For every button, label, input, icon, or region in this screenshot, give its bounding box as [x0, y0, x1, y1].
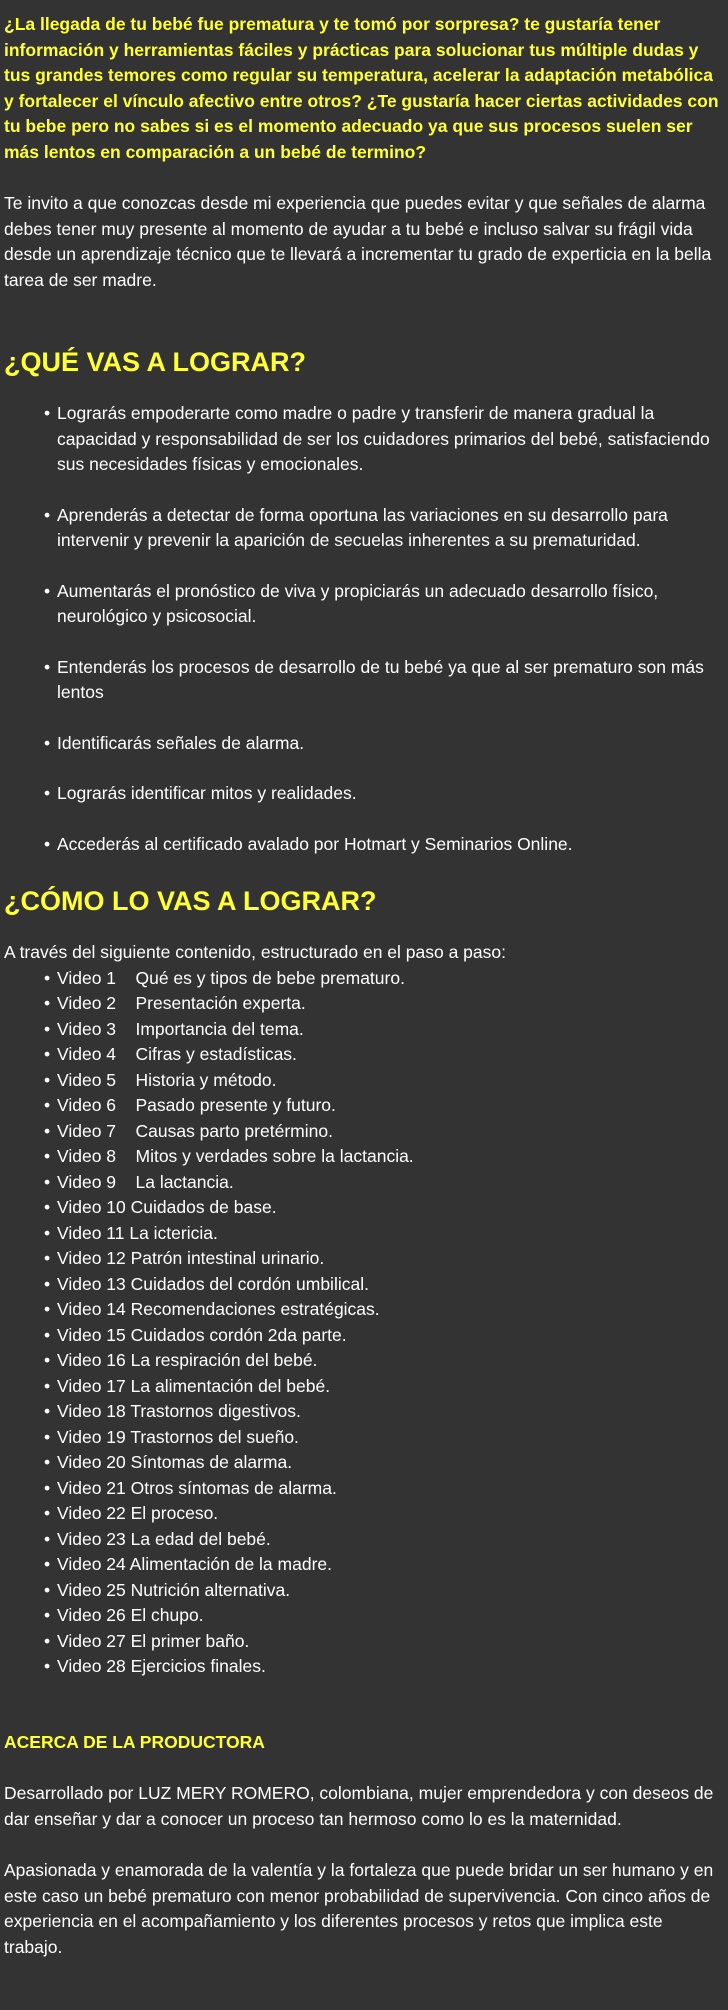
- video-item: • Video 22 El proceso.: [44, 1501, 724, 1527]
- goal-item: • Entenderás los procesos de desarrollo de tu bebé ya que al ser prematuro son más lentos: [44, 655, 724, 706]
- videos-intro: A través del siguiente contenido, estructurado en el paso a paso:: [4, 942, 506, 962]
- video-item: • Video 25 Nutrición alternativa.: [44, 1578, 724, 1604]
- about-paragraph: Apasionada y enamorada de la valentía y la fortaleza que puede bridar un ser humano y en este caso un bebé prematuro con menor probabilidad de supervivencia. Con cinco años de experiencia en el acompañamiento y los diferentes procesos y retos que implica este trabajo.: [4, 1860, 714, 1957]
- goal-item: • Aumentarás el pronóstico de viva y propiciarás un adecuado desarrollo físico, neurológico y psicosocial.: [44, 579, 724, 630]
- video-item: • Video 23 La edad del bebé.: [44, 1527, 724, 1553]
- video-item: • Video 2 Presentación experta.: [44, 991, 724, 1017]
- video-item: • Video 15 Cuidados cordón 2da parte.: [44, 1323, 724, 1349]
- about-heading: ACERCA DE LA PRODUCTORA: [4, 1731, 265, 1752]
- video-item: • Video 16 La respiración del bebé.: [44, 1348, 724, 1374]
- about-paragraph: Desarrollado por LUZ MERY ROMERO, colombiana, mujer emprendedora y con deseos de dar enseñar y dar a conocer un proceso tan hermoso como lo es la maternidad.: [4, 1783, 714, 1829]
- video-item: • Video 27 El primer baño.: [44, 1629, 724, 1655]
- video-item: • Video 12 Patrón intestinal urinario.: [44, 1246, 724, 1272]
- video-item: • Video 13 Cuidados del cordón umbilical.: [44, 1272, 724, 1298]
- video-item: • Video 20 Síntomas de alarma.: [44, 1450, 724, 1476]
- video-item: • Video 24 Alimentación de la madre.: [44, 1552, 724, 1578]
- video-item: • Video 18 Trastornos digestivos.: [44, 1399, 724, 1425]
- video-item: • Video 14 Recomendaciones estratégicas.: [44, 1297, 724, 1323]
- videos-list: [4, 966, 724, 1680]
- goals-heading: ¿QUÉ VAS A LOGRAR?: [4, 347, 306, 377]
- video-item: • Video 7 Causas parto pretérmino.: [44, 1119, 724, 1145]
- video-item: • Video 9 La lactancia.: [44, 1170, 724, 1196]
- goal-item: • Aprenderás a detectar de forma oportuna las variaciones en su desarrollo para intervenir y prevenir la aparición de secuelas inherentes a su prematuridad.: [44, 503, 724, 554]
- video-item: • Video 4 Cifras y estadísticas.: [44, 1042, 724, 1068]
- goal-item: • Accederás al certificado avalado por Hotmart y Seminarios Online.: [44, 832, 724, 858]
- video-item: • Video 17 La alimentación del bebé.: [44, 1374, 724, 1400]
- goal-item: • Lograrás empoderarte como madre o padre y transferir de manera gradual la capacidad y responsabilidad de ser los cuidadores primarios del bebé, satisfaciendo sus necesidades físicas y emocionales.: [44, 401, 724, 478]
- video-item: • Video 8 Mitos y verdades sobre la lactancia.: [44, 1144, 724, 1170]
- video-item: • Video 3 Importancia del tema.: [44, 1017, 724, 1043]
- video-item: • Video 28 Ejercicios finales.: [44, 1654, 724, 1680]
- goal-item: • Lograrás identificar mitos y realidades.: [44, 781, 724, 807]
- goals-list: [4, 401, 724, 857]
- video-item: • Video 21 Otros síntomas de alarma.: [44, 1476, 724, 1502]
- video-item: • Video 5 Historia y método.: [44, 1068, 724, 1094]
- video-item: • Video 11 La ictericia.: [44, 1221, 724, 1247]
- intro-paragraph: Te invito a que conozcas desde mi experiencia que puedes evitar y que señales de alarma debes tener muy presente al momento de ayudar a tu bebé e incluso salvar su frágil vida desde un aprendizaje técnico que te llevará a incrementar tu grado de experticia en la bella tarea de ser madre.: [4, 193, 712, 290]
- goal-item: • Identificarás señales de alarma.: [44, 731, 724, 757]
- video-item: • Video 26 El chupo.: [44, 1603, 724, 1629]
- video-item: • Video 19 Trastornos del sueño.: [44, 1425, 724, 1451]
- video-item: • Video 1 Qué es y tipos de bebe prematuro.: [44, 966, 724, 992]
- intro-highlight: ¿La llegada de tu bebé fue prematura y te tomó por sorpresa? te gustaría tener información y herramientas fáciles y prácticas para solucionar tus múltiple dudas y tus grandes temores como regular su temperatura, acelerar la adaptación metabólica y fortalecer el vínculo afectivo entre otros? ¿Te gustaría hacer ciertas actividades con tu bebe pero no sabes si es el momento adecuado ya que sus procesos suelen ser más lentos en comparación a un bebé de termino?: [4, 14, 719, 162]
- video-item: • Video 10 Cuidados de base.: [44, 1195, 724, 1221]
- how-heading: ¿CÓMO LO VAS A LOGRAR?: [4, 886, 377, 916]
- video-item: • Video 6 Pasado presente y futuro.: [44, 1093, 724, 1119]
